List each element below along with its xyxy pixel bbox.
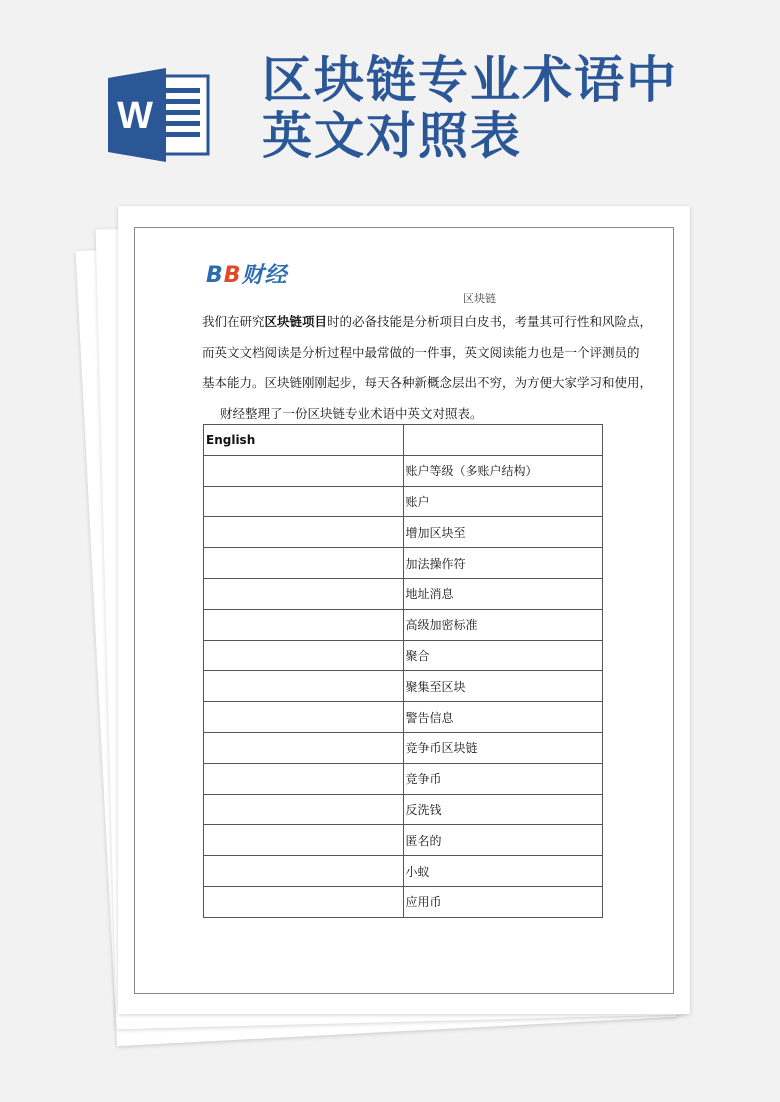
chinese-cell: 竞争币 [403,763,603,794]
english-cell [204,517,404,548]
table-row [204,702,603,733]
chinese-cell: 警告信息 [403,702,603,733]
title-line-2: 英文对照表 [262,107,522,165]
table-row [204,794,603,825]
table-row [204,578,603,609]
doc-title: 区块链 [463,292,496,305]
chinese-cell: 账户 [403,486,603,517]
column-header-english: English [204,425,404,456]
table-header-row [204,425,603,456]
table-row [204,825,603,856]
chinese-cell: 聚合 [403,640,603,671]
table-row [204,763,603,794]
english-cell [204,578,404,609]
table-row [204,671,603,702]
english-cell [204,763,404,794]
table-row [204,455,603,486]
column-header-chinese [403,425,603,456]
table-row [204,732,603,763]
english-cell [204,640,404,671]
chinese-cell: 竞争币区块链 [403,732,603,763]
english-cell [204,548,404,579]
english-cell [204,794,404,825]
intro-line: 财经整理了一份区块链专业术语中英文对照表。 [220,405,483,421]
english-cell [204,455,404,486]
english-cell [204,671,404,702]
table-row [204,486,603,517]
chinese-cell: 加法操作符 [403,548,603,579]
table-row [204,886,603,917]
intro-line: 我们在研究区块链项目时的必备技能是分析项目白皮书，考量其可行性和风险点， [202,314,653,329]
chinese-cell: 高级加密标准 [403,609,603,640]
english-cell [204,825,404,856]
title-line-1: 区块链专业术语中 [262,51,678,109]
table-row [204,517,603,548]
svg-text:W: W [117,95,153,137]
chinese-cell: 地址消息 [403,578,603,609]
table-row [204,856,603,887]
page-title [262,52,762,164]
english-cell [204,732,404,763]
english-cell [204,856,404,887]
table-row [204,609,603,640]
word-document-icon [108,68,210,162]
chinese-cell: 应用币 [403,886,603,917]
document-page [118,206,690,1014]
english-cell [204,886,404,917]
english-cell [204,609,404,640]
brand-logo: BB财经 [206,263,288,288]
chinese-cell: 匿名的 [403,825,603,856]
table-row [204,640,603,671]
intro-line: 基本能力。区块链刚刚起步，每天各种新概念层出不穷，为方便大家学习和使用， [202,375,653,390]
chinese-cell: 小蚁 [403,856,603,887]
chinese-cell: 账户等级（多账户结构） [403,455,603,486]
intro-paragraph [202,307,653,429]
terms-table [203,424,603,918]
intro-line: 而英文文档阅读是分析过程中最常做的一件事，英文阅读能力也是一个评测员的 [202,344,640,360]
english-cell [204,486,404,517]
chinese-cell: 聚集至区块 [403,671,603,702]
table-row [204,548,603,579]
chinese-cell: 反洗钱 [403,794,603,825]
chinese-cell: 增加区块至 [403,517,603,548]
english-cell [204,702,404,733]
